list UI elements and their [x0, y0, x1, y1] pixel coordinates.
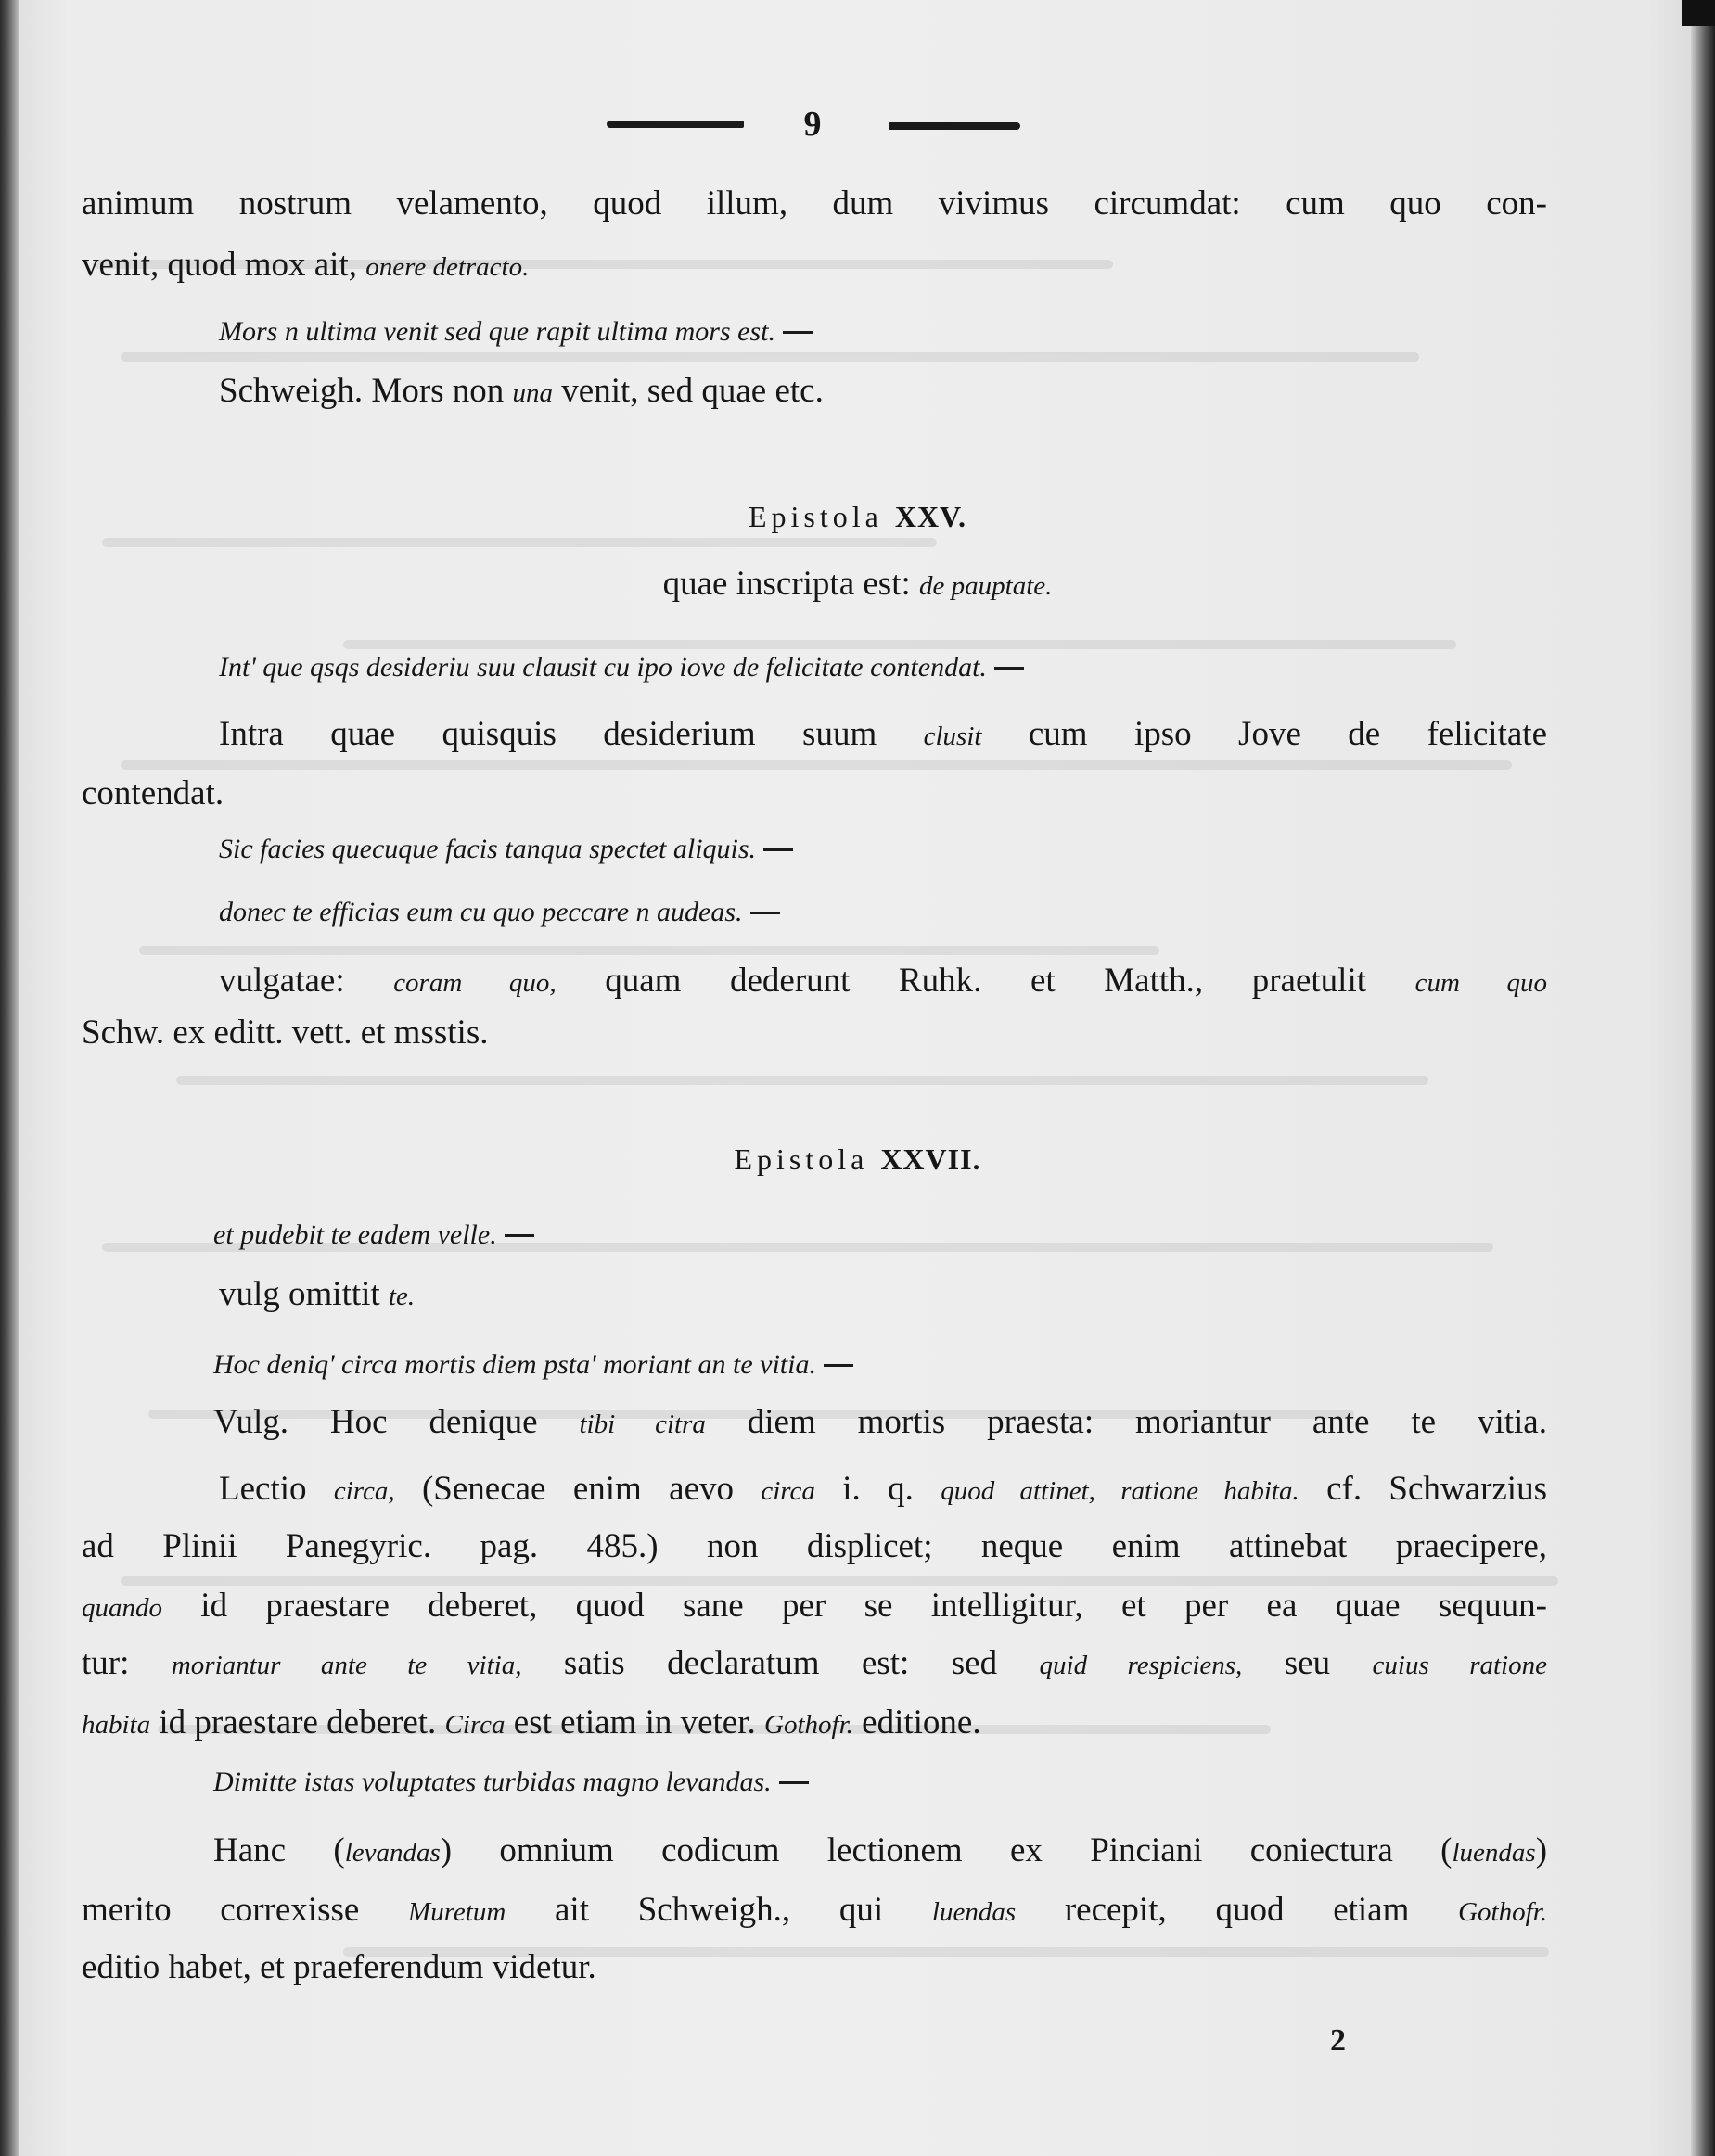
quote-line: Dimitte istas voluptates turbidas magno levandas.	[213, 1760, 809, 1803]
quote-line: Hoc deniq' circa mortis diem psta' moriant an te vitia.	[213, 1343, 853, 1385]
quote-line: Mors n ultima venit sed que rapit ultima mors est.	[219, 310, 813, 352]
header-rule-left	[607, 121, 744, 128]
em-dash	[505, 1234, 534, 1237]
text-line: venit, quod mox ait, onere detracto.	[82, 246, 530, 284]
page-edge-left	[0, 0, 19, 2156]
quote-line: et pudebit te eadem velle.	[213, 1213, 534, 1256]
text-line: Vulg. Hoc denique tibi citra diem mortis praesta: moriantur ante te vitia.	[213, 1403, 1547, 1441]
page-number: 9	[803, 105, 822, 144]
em-dash	[994, 667, 1024, 670]
text-line: habita id praestare deberet. Circa est etiam in veter. Gothofr. editione.	[82, 1703, 981, 1741]
em-dash	[783, 331, 813, 334]
text-line: vulg omittit te.	[219, 1275, 416, 1313]
em-dash	[750, 912, 780, 914]
text-line: animum nostrum velamento, quod illum, dum vivimus circumdat: cum quo con-	[82, 185, 1547, 223]
text-line: vulgatae: coram quo, quam dederunt Ruhk. et Matth., praetulit cum quo	[219, 962, 1547, 1000]
signature-mark: 2	[1330, 2023, 1346, 2058]
text-line: Hanc (levandas) omnium codicum lectionem ex Pinciani coniectura (luendas)	[213, 1831, 1548, 1869]
em-dash	[824, 1364, 853, 1367]
section-heading: Epistola XXVII.	[734, 1142, 981, 1176]
page-edge-right	[1691, 0, 1715, 2156]
text-line: Schweigh. Mors non una venit, sed quae etc.	[219, 372, 824, 410]
em-dash	[779, 1781, 809, 1784]
text-line: contendat.	[82, 774, 224, 812]
section-subtitle: quae inscripta est: de pauptate.	[662, 565, 1053, 603]
scan-corner	[1682, 0, 1715, 26]
quote-line: Int' que qsqs desideriu suu clausit cu ipo iove de felicitate contendat.	[219, 645, 1024, 688]
quote-line: donec te efficias eum cu quo peccare n audeas.	[219, 890, 780, 933]
quote-line: Sic facies quecuque facis tanqua spectet aliquis.	[219, 827, 793, 870]
em-dash	[763, 848, 793, 851]
text-line: Lectio circa, (Senecae enim aevo circa i. q. quod attinet, ratione habita. cf. Schwarzius	[219, 1470, 1547, 1508]
text-line: merito correxisse Muretum ait Schweigh., qui luendas recepit, quod etiam Gothofr.	[82, 1891, 1547, 1929]
text-line: editio habet, et praeferendum videtur.	[82, 1948, 596, 1986]
header-rule-right	[889, 122, 1020, 130]
text-line: ad Plinii Panegyric. pag. 485.) non displicet; neque enim attinebat praecipere,	[82, 1527, 1547, 1565]
page-header	[0, 104, 1715, 144]
text-line: Schw. ex editt. vett. et msstis.	[82, 1014, 489, 1052]
text-line: quando id praestare deberet, quod sane per se intelligitur, et per ea quae sequun-	[82, 1587, 1547, 1625]
section-heading: Epistola XXV.	[748, 500, 967, 533]
text-line: Intra quae quisquis desiderium suum clusit cum ipso Jove de felicitate	[219, 715, 1547, 753]
text-line: tur: moriantur ante te vitia, satis declaratum est: sed quid respiciens, seu cuius ratione	[82, 1644, 1547, 1682]
